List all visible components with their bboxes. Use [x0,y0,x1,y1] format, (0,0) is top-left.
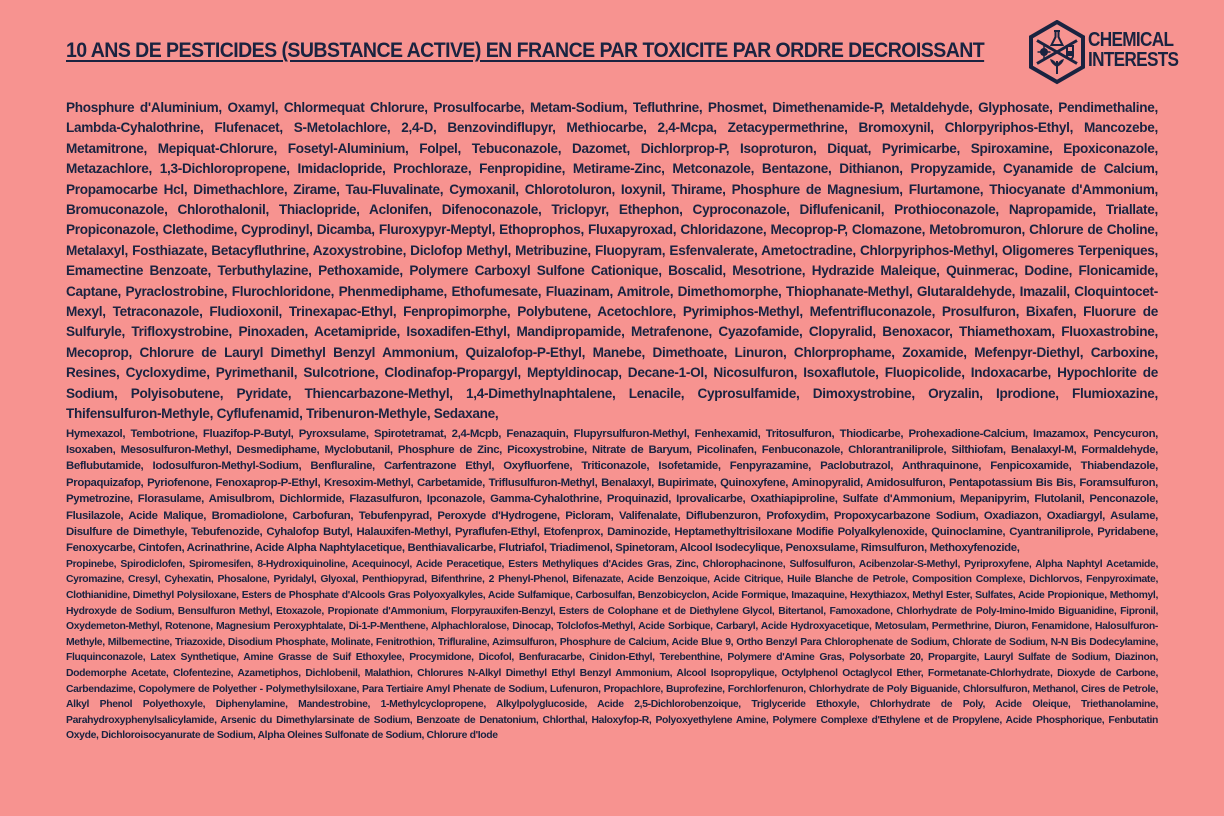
header [66,36,1006,66]
pesticide-list-block-1 [66,98,1158,425]
logo-wordmark [1088,30,1178,70]
pesticide-list-block-3 [66,557,1158,744]
pesticide-list-block-2 [66,426,1158,557]
page-title: 10 ANS DE PESTICIDES (SUBSTANCE ACTIVE) EN FRANCE PAR TOXICITE PAR ORDRE DECROISSANT [66,39,985,62]
chemical-interests-logo [1028,20,1198,86]
logo-line-2: INTERESTS [1088,49,1179,71]
pesticide-list-text-1: Phosphure d'Aluminium, Oxamyl, Chlormequat Chlorure, Prosulfocarbe, Metam-Sodium, Tefluthrine, Phosmet, Dimethenamide-P, Metaldehyde, Glyphosate, Pendimethaline, Lambda-Cyhalothrine, Flufenacet, S-Metolachlore, 2,4-D, Benzovindiflupyr, Methiocarbe, 2,4-Mcpa, Zetacypermethrine, Bromoxynil, Chlorpyriphos-Ethyl, Mancozebe, Metamitrone, Mepiquat-Chlorure, Fosetyl-Aluminium, Folpel, Tebuconazole, Dazomet, Dichlorprop-P, Isoproturon, Diquat, Pyrimicarbe, Spiroxamine, Epoxiconazole, Metazachlore, 1,3-Dichloropropene, Imidaclopride, Prochloraze, Fenpropidine, Metirame-Zinc, Metconazole, Bentazone, Dithianon, Propyzamide, Cyanamide de Calcium, Propamocarbe Hcl, Dimethachlore, Zirame, Tau-Fluvalinate, Cymoxanil, Chlorotoluron, Ioxynil, Thirame, Phosphure de Magnesium, Flurtamone, Thiocyanate d'Ammonium, Bromuconazole, Chlorothalonil, Thiaclopride, Aclonifen, Difenoconazole, Triclopyr, Ethephon, Cyproconazole, Diflufenicanil, Prothioconazole, Napropamide, Triallate, Propiconazole, Clethodime, Cyprodinyl, Dicamba, Fluroxypyr-Meptyl, Ethoprophos, Fluxapyroxad, Chloridazone, Mecoprop-P, Clomazone, Metobromuron, Chlorure de Choline, Metalaxyl, Fosthiazate, Betacyfluthrine, Azoxystrobine, Diclofop Methyl, Metribuzine, Fluopyram, Esfenvalerate, Ametoctradine, Chlorpyriphos-Methyl, Oligomeres Terpeniques, Emamectine Benzoate, Terbuthylazine, Pethoxamide, Polymere Carboxyl Sulfone Cationique, Boscalid, Mesotrione, Hydrazide Maleique, Quinmerac, Dodine, Flonicamide, Captane, Pyraclostrobine, Flurochloridone, Phenmediphame, Ethofumesate, Fluazinam, Amitrole, Dimethomorphe, Thiophanate-Methyl, Glutaraldehyde, Imazalil, Cloquintocet-Mexyl, Tetraconazole, Fludioxonil, Trinexapac-Ethyl, Fenpropimorphe, Polybutene, Acetochlore, Pyrimiphos-Methyl, Mefentrifluconazole, Prosulfuron, Bixafen, Fluorure de Sulfuryle, Trifloxystrobine, Pinoxaden, Acetamipride, Isoxadifen-Ethyl, Mandipropamide, Metrafenone, Cyazofamide, Clopyralid, Benoxacor, Thiamethoxam, Fluoxastrobine, Mecoprop, Chlorure de Lauryl Dimethyl Benzyl Ammonium, Quizalofop-P-Ethyl, Manebe, Dimethoate, Linuron, Chlorprophame, Zoxamide, Mefenpyr-Diethyl, Carboxine, Resines, Cycloxydime, Pyrimethanil, Sulcotrione, Clodinafop-Propargyl, Meptyldinocap, Decane-1-Ol, Nicosulfuron, Isoxaflutole, Fluopicolide, Indoxacarbe, Hypochlorite de Sodium, Polyisobutene, Pyridate, Thiencarbazone-Methyl, 1,4-Dimethylnaphtalene, Lenacile, Cyprosulfamide, Dimoxystrobine, Oryzalin, Iprodione, Flumioxazine, Thifensulfuron-Methyle, Cyflufenamid, Tribenuron-Methyle, Sedaxane, [66,100,1158,422]
pesticide-list [66,98,1158,744]
pesticide-list-text-3: Propinebe, Spirodiclofen, Spiromesifen, 8-Hydroxiquinoline, Acequinocyl, Acide Peracetique, Esters Methyliques d'Acides Gras, Zinc, Chlorophacinone, Sulfosulfuron, Acibenzolar-S-Methyl, Pyriproxyfene, Alpha Naphtyl Acetamide, Cyromazine, Cresyl, Cyhexatin, Phosalone, Pyridalyl, Glyoxal, Penthiopyrad, Bifenthrine, 2 Phenyl-Phenol, Bifenazate, Acide Benzoique, Acide Citrique, Huile Blanche de Petrole, Composition Complexe, Dichlorvos, Fenpyroximate, Clothianidine, Dimethyl Polysiloxane, Esters de Phosphate d'Alcools Gras Polyoxyalkyles, Acide Sulfamique, Carbosulfan, Benzobicyclon, Acide Formique, Imazaquine, Hexythiazox, Methyl Ester, Sulfates, Acide Propionique, Methomyl, Hydroxyde de Sodium, Bensulfuron Methyl, Etoxazole, Propionate d'Ammonium, Florpyrauxifen-Benzyl, Esters de Colophane et de Diethylene Glycol, Bitertanol, Famoxadone, Chlorhydrate de Poly-Imino-Imido Biguanidine, Fipronil, Oxydemeton-Methyl, Rotenone, Magnesium Peroxyphtalate, Di-1-P-Menthene, Alphachloralose, Dinocap, Tolclofos-Methyl, Acide Sorbique, Carbaryl, Acide Hydroxyacetique, Metosulam, Permethrine, Diuron, Fenamidone, Halosulfuron-Methyle, Milbemectine, Triazoxide, Disodium Phosphate, Molinate, Fenitrothion, Trifluraline, Azimsulfuron, Phosphure de Calcium, Acide Blue 9, Ortho Benzyl Para Chlorophenate de Sodium, Chlorate de Sodium, N-N Bis Dodecylamine, Fluquinconazole, Latex Synthetique, Amine Grasse de Suif Ethoxylee, Procymidone, Dicofol, Benfuracarbe, Cinidon-Ethyl, Terebenthine, Polymere d'Amine Gras, Polysorbate 20, Propargite, Lauryl Sulfate de Sodium, Diazinon, Dodemorphe Acetate, Clofentezine, Azametiphos, Dichlobenil, Malathion, Chlorures N-Alkyl Dimethyl Ethyl Benzyl Ammonium, Alcool Isopropylique, Octylphenol Octaglycol Ether, Formetanate-Chlorhydrate, Dioxyde de Carbone, Carbendazime, Copolymere de Polyether - Polymethylsiloxane, Para Tertiaire Amyl Phenate de Sodium, Lufenuron, Propachlore, Buprofezine, Forchlorfenuron, Chlorhydrate de Poly Biguanide, Chlorsulfuron, Methanol, Cires de Petrole, Alkyl Phenol Polyethoxyle, Diphenylamine, Mandestrobine, 1-Methylcyclopropene, Alkylpolyglucoside, Acide 2,5-Dichlorobenzoique, Triglyceride Ethoxyle, Chlorhydrate de Poly, Acide Oleique, Triethanolamine, Parahydroxyphenylsalicylamide, Arsenic du Dimethylarsinate de Sodium, Benzoate de Denatonium, Chlorthal, Haloxyfop-R, Polyoxyethylene Amine, Polymere Complexe d'Ethylene et de Propylene, Acide Phosphorique, Fenbutatin Oxyde, Dichloroisocyanurate de Sodium, Alpha Oleines Sulfonate de Sodium, Chlorure d'Iode [66,558,1158,742]
hexagon-chemistry-icon [1028,20,1086,86]
pesticide-list-text-2: Hymexazol, Tembotrione, Fluazifop-P-Butyl, Pyroxsulame, Spirotetramat, 2,4-Mcpb, Fenazaquin, Flupyrsulfuron-Methyl, Fenhexamid, Tritosulfuron, Thiodicarbe, Prohexadione-Calcium, Imazamox, Pencycuron, Isoxaben, Mesosulfuron-Methyl, Desmediphame, Myclobutanil, Phosphure de Zinc, Picoxystrobine, Nitrate de Baryum, Picolinafen, Fenbuconazole, Chlorantraniliprole, Silthiofam, Benalaxyl-M, Formaldehyde, Beflubutamide, Iodosulfuron-Methyl-Sodium, Benfluraline, Carfentrazone Ethyl, Oxyfluorfene, Triticonazole, Isofetamide, Fenpyrazamine, Paclobutrazol, Anthraquinone, Fenpicoxamide, Thiabendazole, Propaquizafop, Pyriofenone, Fenoxaprop-P-Ethyl, Kresoxim-Methyl, Carbetamide, Triflusulfuron-Methyl, Benalaxyl, Bupirimate, Quinoxyfene, Aminopyralid, Amidosulfuron, Pentapotassium Bis Bis, Foramsulfuron, Pymetrozine, Florasulame, Amisulbrom, Dichlormide, Flazasulfuron, Ipconazole, Gamma-Cyhalothrine, Proquinazid, Iprovalicarbe, Oxathiapiproline, Sulfate d'Ammonium, Mepanipyrim, Flutolanil, Penconazole, Flusilazole, Acide Malique, Bromadiolone, Carbofuran, Tebufenpyrad, Peroxyde d'Hydrogene, Picloram, Valifenalate, Diflubenzuron, Profoxydim, Propoxycarbazone Sodium, Oxadiazon, Oxadiargyl, Asulame, Disulfure de Dimethyle, Tebufenozide, Cyhalofop Butyl, Halauxifen-Methyl, Pyraflufen-Ethyl, Etofenprox, Daminozide, Heptamethyltrisiloxane Modifie Polyalkylenoxide, Quinoclamine, Cyantraniliprole, Pyridabene, Fenoxycarbe, Cintofen, Acrinathrine, Acide Alpha Naphtylacetique, Benthiavalicarbe, Flutriafol, Triadimenol, Spinetoram, Alcool Isodecylique, Penoxsulame, Rimsulfuron, Methoxyfenozide, [66,427,1158,555]
logo-line-1: CHEMICAL [1088,29,1174,51]
